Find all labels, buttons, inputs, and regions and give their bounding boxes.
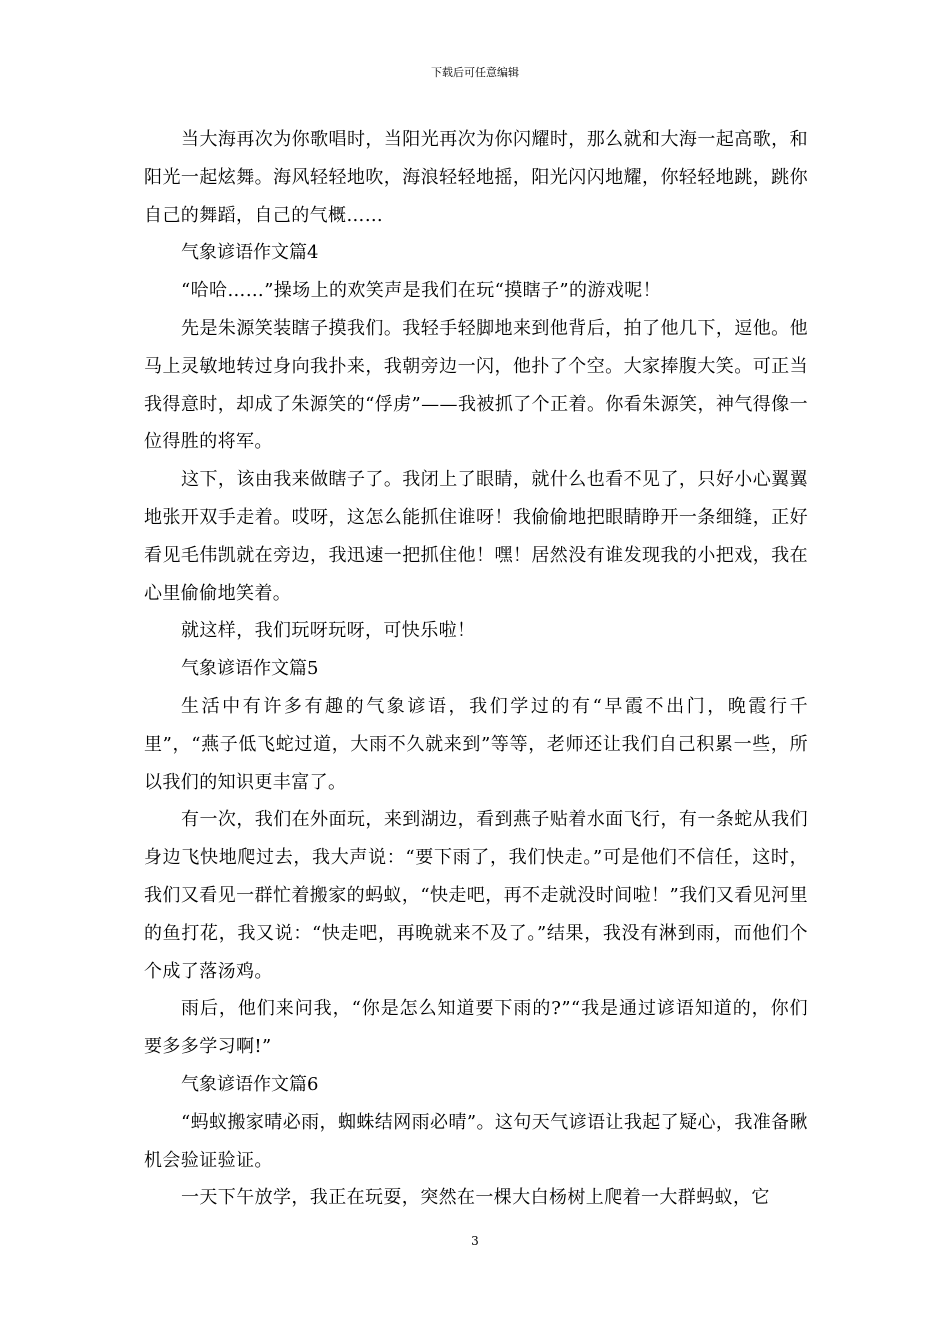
paragraph: “哈哈……”操场上的欢笑声是我们在玩“摸瞎子”的游戏呢！ <box>181 280 662 302</box>
page-header: 下载后可任意编辑 <box>431 66 519 79</box>
document-body <box>144 121 808 1217</box>
paragraph: 这下，该由我来做瞎子了。我闭上了眼睛，就什么也看不见了，只好小心翼翼地张开双手走着。哎呀，这怎么能抓住谁呀！我偷偷地把眼睛睁开一条细缝，正好看见毛伟凯就在旁边，我迅速一把抓住他！嘿！居然没有谁发现我的小把戏，我在心里偷偷地笑着。 <box>144 469 808 604</box>
paragraph: “蚂蚁搬家晴必雨，蜘蛛结网雨必晴”。这句天气谚语让我起了疑心，我准备瞅机会验证验证。 <box>144 1111 808 1171</box>
paragraph: 一天下午放学，我正在玩耍，突然在一棵大白杨树上爬着一大群蚂蚁，它 <box>181 1187 770 1209</box>
paragraph: 雨后，他们来问我，“你是怎么知道要下雨的?”“我是通过谚语知道的，你们要多多学习啊!” <box>144 998 808 1058</box>
paragraph: 生活中有许多有趣的气象谚语，我们学过的有“早霞不出门，晚霞行千里”，“燕子低飞蛇过道，大雨不久就来到”等等，老师还让我们自己积累一些，所以我们的知识更丰富了。 <box>144 695 808 793</box>
paragraph: 先是朱源笑装瞎子摸我们。我轻手轻脚地来到他背后，拍了他几下，逗他。他马上灵敏地转过身向我扑来，我朝旁边一闪，他扑了个空。大家捧腹大笑。可正当我得意时，却成了朱源笑的“俘虏”——我被抓了个正着。你看朱源笑，神气得像一位得胜的将军。 <box>144 317 808 453</box>
paragraph: 有一次，我们在外面玩，来到湖边，看到燕子贴着水面飞行，有一条蛇从我们身边飞快地爬过去，我大声说：“要下雨了，我们快走。”可是他们不信任，这时，我们又看见一群忙着搬家的蚂蚁，“快走吧，再不走就没时间啦！”我们又看见河里的鱼打花，我又说：“快走吧，再晚就来不及了。”结果，我没有淋到雨，而他们个个成了落汤鸡。 <box>144 809 808 982</box>
section-heading: 气象谚语作文篇4 <box>181 242 319 264</box>
paragraph: 当大海再次为你歌唱时，当阳光再次为你闪耀时，那么就和大海一起高歌，和阳光一起炫舞。海风轻轻地吹，海浪轻轻地摇，阳光闪闪地耀，你轻轻地跳，跳你自己的舞蹈，自己的气概…… <box>144 129 808 226</box>
page-number: 3 <box>471 1234 479 1248</box>
section-heading: 气象谚语作文篇6 <box>181 1073 319 1095</box>
section-heading: 气象谚语作文篇5 <box>181 658 319 680</box>
paragraph: 就这样，我们玩呀玩呀，可快乐啦！ <box>181 620 476 642</box>
